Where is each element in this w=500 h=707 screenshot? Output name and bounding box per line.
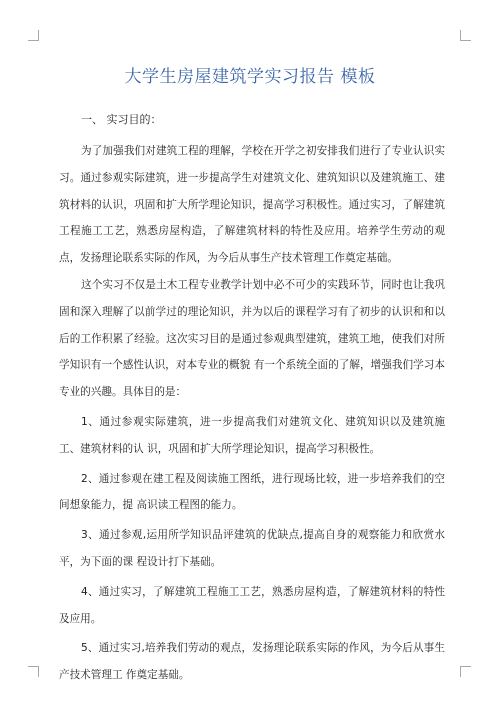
crop-mark-top-right — [460, 30, 471, 41]
list-item: 3、通过参观,运用所学知识品评建筑的优缺点,提高自身的观察能力和欣赏水平，为下面的课 程设计打下基础。 — [59, 529, 445, 568]
paragraph-intro: 为了加强我们对建筑工程的理解，学校在开学之初安排我们进行了专业认识实习。通过参观实际建筑，进一步提高学生对建筑文化、建筑知识以及建筑施工、建筑材料的认识，巩固和扩大所学理论知识，提高学习积极性。通过实习，了解建筑工程施工工艺，熟悉房屋构造，了解建筑材料的特性及应用。培养学生劳动的观点，发扬理论联系实际的作风，为今后从事生产技术管理工作奠定基础。 — [59, 145, 445, 265]
crop-mark-bottom-left — [28, 666, 39, 677]
list-item: 1、通过参观实际建筑，进一步提高我们对建筑文化、建筑知识以及建筑施工、建筑材料的认 识，巩固和扩大所学理论知识，提高学习积极性。 — [59, 415, 445, 455]
list-item: 4、通过实习，了解建筑工程施工工艺，熟悉房屋构造，了解建筑材料的特性及应用。 — [59, 585, 445, 625]
document-body — [59, 110, 445, 689]
crop-mark-bottom-right — [460, 666, 471, 677]
document-title: 大学生房屋建筑学实习报告 模板 — [124, 67, 376, 87]
section-heading: 一、 实习目的： — [81, 113, 162, 126]
paragraph-purpose: 这个实习不仅是土木工程专业教学计划中必不可少的实践环节，同时也让我巩固和深入理解了以前学过的理论知识，并为以后的课程学习有了初步的认识和和以后的工作积累了经验。这次实习目的是通过参观典型建筑，建筑工地，使我们对所学知识有一个感性认识，对本专业的概貌 有一个系统全面的了解，增强我们学习本专业的兴趣。具体目的是： — [59, 278, 445, 399]
list-item: 5、通过实习,培养我们劳动的观点，发扬理论联系实际的作风，为今后从事生产技术管理工 作奠定基础。 — [59, 642, 445, 682]
crop-mark-top-left — [28, 30, 39, 41]
list-item: 2、通过参观在建工程及阅读施工图纸，进行现场比较，进一步培养我们的空间想象能力，提 高识读工程图的能力。 — [59, 472, 445, 512]
